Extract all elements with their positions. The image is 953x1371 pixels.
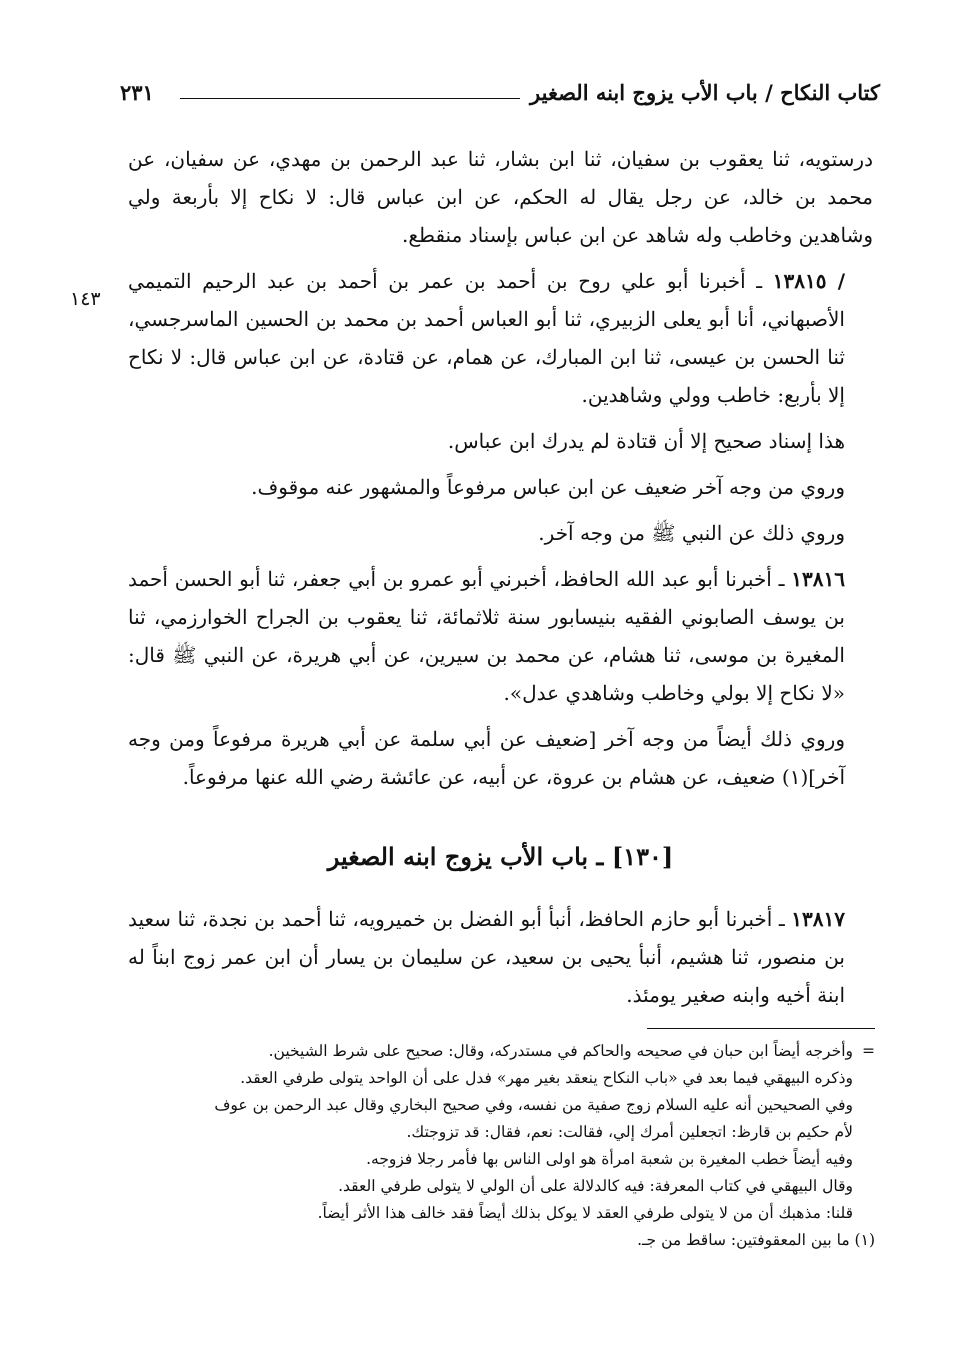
chapter-heading: [١٣٠] ـ باب الأب يزوج ابنه الصغير (327, 842, 674, 871)
footnote-1: (١) ما بين المعقوفتين: ساقط من جـ. (637, 1231, 875, 1249)
margin-page-reference: ١٤٣ (70, 288, 101, 310)
paragraph-continuation: درستويه، ثنا يعقوب بن سفيان، ثنا ابن بشار، ثنا عبد الرحمن بن مهدي، عن سفيان، عن محمد بن خالد، عن رجل يقال له الحكم، عن ابن عباس قال: لا نكاح إلا بأربعة ولي وشاهدين وخاطب وله شاهد عن ابن عباس بإسناد منقطع. (128, 147, 873, 247)
hadith-13815 (128, 262, 873, 414)
footnote-rule (647, 1028, 875, 1029)
hadith-text: ـ أخبرنا أبو عبد الله الحافظ، أخبرني أبو عمرو بن أبي جعفر، ثنا أبو الحسن أحمد بن يوسف الصابوني الفقيه بنيسابور سنة ثلاثمائة، ثنا يعقوب بن الجراح الخوارزمي، ثنا المغيرة بن موسى، ثنا هشام، عن محمد بن سيرين، عن أبي هريرة، عن النبي ﷺ قال: «لا نكاح إلا بولي وخاطب وشاهدي عدل». (128, 567, 845, 705)
page-number: ٢٣١ (120, 80, 154, 105)
running-title: كتاب النكاح / باب الأب يزوج ابنه الصغير (530, 80, 880, 105)
hadith-13817 (128, 900, 873, 1014)
footnotes (130, 1038, 875, 1254)
hadith-number: ١٣٨١٧ (791, 907, 845, 931)
hadith-text: ـ أخبرنا أبو حازم الحافظ، أنبأ أبو الفضل بن خميرويه، ثنا أحمد بن نجدة، ثنا سعيد بن منصور، ثنا هشيم، أنبأ يحيى بن سعيد، عن سليمان بن يسار أن ابن عمر زوج ابناً له ابنة أخيه وابنه صغير يومئذ. (128, 907, 845, 1007)
footnote-line: وفيه أيضاً خطب المغيرة بن شعبة امرأة هو اولى الناس بها فأمر رجلا فزوجه. (366, 1150, 853, 1168)
commentary-paragraph: وروي ذلك أيضاً من وجه آخر [ضعيف عن أبي سلمة عن أبي هريرة مرفوعاً ومن وجه آخر](١) ضعيف، عن هشام بن عروة، عن أبيه، عن عائشة رضي الله عنها مرفوعاً. (128, 727, 845, 789)
commentary-paragraph: هذا إسناد صحيح إلا أن قتادة لم يدرك ابن عباس. (447, 429, 845, 453)
page-header (120, 80, 880, 114)
hadith-number: / ١٣٨١٥ (772, 269, 845, 293)
hadith-number: ١٣٨١٦ (791, 567, 845, 591)
footnote-line: لأم حكيم بن قارظ: اتجعلين أمرك إلي، فقالت: نعم، فقال: قد تزوجتك. (406, 1123, 853, 1141)
header-rule (180, 98, 520, 99)
commentary-paragraph: وروي من وجه آخر ضعيف عن ابن عباس مرفوعاً والمشهور عنه موقوف. (251, 475, 845, 499)
hadith-13816 (128, 560, 873, 712)
footnote-line: وقال البيهقي في كتاب المعرفة: فيه كالدلالة على أن الولي لا يتولى طرفي العقد. (338, 1177, 853, 1195)
footnote-line: =وأخرجه أيضاً ابن حبان في صحيحه والحاكم في مستدركه، وقال: صحيح على شرط الشيخين. (130, 1038, 875, 1065)
footnote-line: وفي الصحيحين أنه عليه السلام زوج صفية من نفسه، وفي صحيح البخاري وقال عبد الرحمن بن عوف (214, 1096, 853, 1114)
commentary-paragraph: وروي ذلك عن النبي ﷺ من وجه آخر. (538, 521, 845, 545)
body-section-top (128, 140, 873, 804)
footnote-line: وذكره البيهقي فيما بعد في «باب النكاح ينعقد بغير مهر» فدل على أن الواحد يتولى طرفي العقد. (240, 1069, 853, 1087)
footnote-continuation-marker: = (862, 1042, 875, 1060)
hadith-text: ـ أخبرنا أبو علي روح بن أحمد بن عمر بن أحمد بن عبد الرحيم التميمي الأصبهاني، أنا أبو يعلى الزبيري، ثنا أبو العباس أحمد بن محمد بن الحسين الماسرجسي، ثنا الحسن بن عيسى، ثنا ابن المبارك، عن همام، عن قتادة، عن ابن عباس قال: لا نكاح إلا بأربع: خاطب وولي وشاهدين. (128, 269, 845, 407)
footnote-line: قلنا: مذهبك أن من لا يتولى طرفي العقد لا يوكل بذلك أيضاً فقد خالف هذا الأثر أيضاً. (317, 1204, 853, 1222)
body-section-bottom (128, 900, 873, 1022)
